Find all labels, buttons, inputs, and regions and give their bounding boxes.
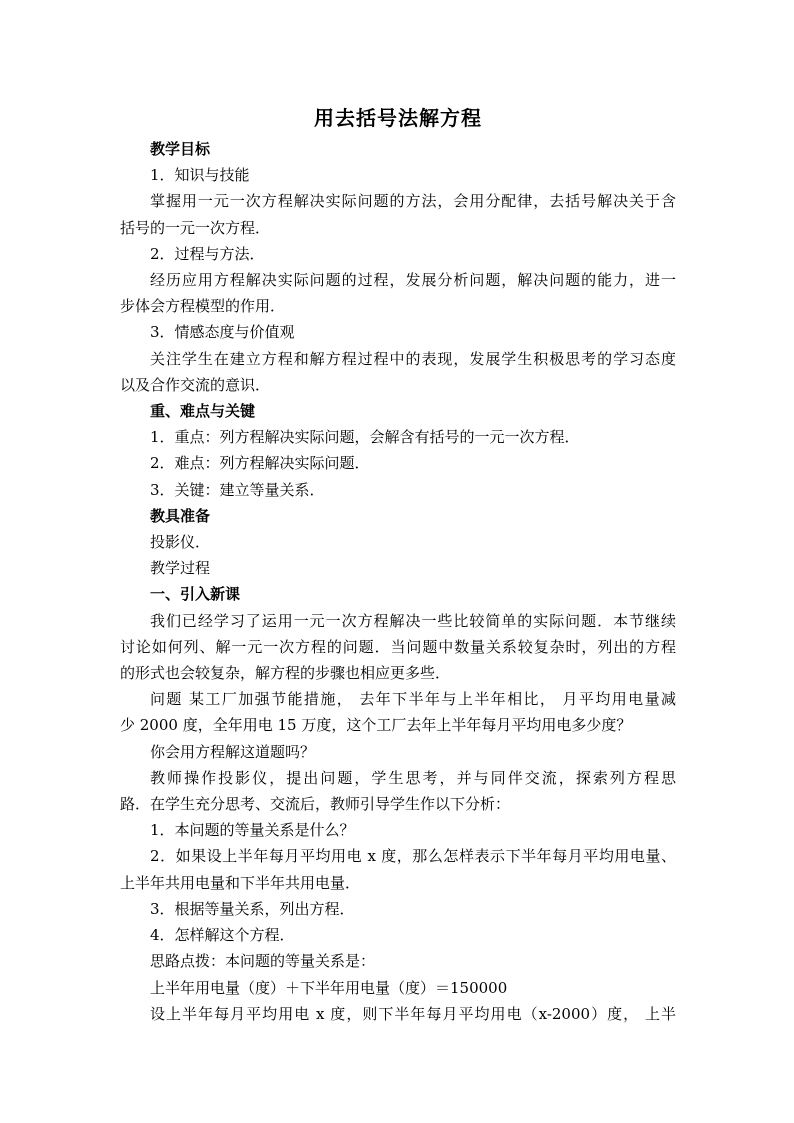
document-page (120, 100, 676, 1027)
paragraph-line: 路．在学生充分思考、交流后，教师引导学生作以下分析： (120, 795, 511, 814)
paragraph-line: 我们已经学习了运用一元一次方程解决一些比较简单的实际问题．本节继续 (150, 611, 676, 630)
list-item: 3．根据等量关系，列出方程． (150, 899, 355, 918)
paragraph-line: 括号的一元一次方程． (120, 218, 271, 237)
problem-line: 少 2000 度，全年用电 15 万度，这个工厂去年上半年每月平均用电多少度？ (120, 716, 632, 735)
heading-teaching-process: 教学过程 (150, 559, 211, 578)
list-item: 2．难点：列方程解决实际问题． (150, 454, 370, 473)
paragraph-line: 以及合作交流的意识． (120, 375, 271, 394)
paragraph-line: 关注学生在建立方程和解方程过程中的表现，发展学生积极思考的学习态度 (150, 349, 676, 368)
paragraph-line: 教师操作投影仪，提出问题，学生思考，并与同伴交流，探索列方程思 (150, 768, 676, 787)
list-item: 4．怎样解这个方程． (150, 926, 295, 945)
paragraph-line: 讨论如何列、解一元一次方程的问题．当问题中数量关系较复杂时，列出的方程 (120, 637, 676, 656)
paragraph-line: 设上半年每月平均用电 x 度，则下半年每月平均用电（x-2000）度， 上半 (150, 1004, 676, 1023)
paragraph-line: 掌握用一元一次方程解决实际问题的方法，会用分配律，去括号解决关于含 (150, 192, 676, 211)
problem-line: 问题 某工厂加强节能措施， 去年下半年与上半年相比， 月平均用电量减 (150, 690, 676, 709)
paragraph-line: 思路点拨：本问题的等量关系是： (150, 952, 376, 971)
list-item: 1．本问题的等量关系是什么？ (150, 821, 355, 840)
page-title: 用去括号法解方程 (314, 106, 482, 130)
heading-introduction: 一、引入新课 (150, 585, 241, 604)
subheading-attitude-values: 3．情感态度与价值观 (150, 323, 295, 342)
paragraph-line: 经历应用方程解决实际问题的过程，发展分析问题，解决问题的能力，进一 (150, 271, 676, 290)
heading-key-points: 重、难点与关键 (150, 402, 256, 421)
equation-line: 上半年用电量（度）＋下半年用电量（度）＝150000 (150, 978, 508, 997)
heading-teaching-goals: 教学目标 (150, 140, 211, 158)
paragraph-line: 上半年共用电量和下半年共用电量． (120, 873, 361, 892)
heading-teaching-tools: 教具准备 (150, 506, 211, 525)
paragraph-line: 投影仪． (150, 533, 211, 552)
subheading-process-method: 2．过程与方法． (150, 244, 265, 263)
list-item: 2．如果设上半年每月平均用电 x 度，那么怎样表示下半年每月平均用电量、 (150, 847, 676, 866)
list-item: 3．关键：建立等量关系． (150, 480, 325, 499)
paragraph-line: 你会用方程解这道题吗？ (150, 742, 316, 761)
paragraph-line: 步体会方程模型的作用． (120, 297, 286, 316)
paragraph-line: 的形式也会较复杂，解方程的步骤也相应更多些． (120, 664, 451, 683)
list-item: 1．重点：列方程解决实际问题，会解含有括号的一元一次方程． (150, 428, 580, 447)
subheading-knowledge-skills: 1．知识与技能 (150, 166, 250, 185)
